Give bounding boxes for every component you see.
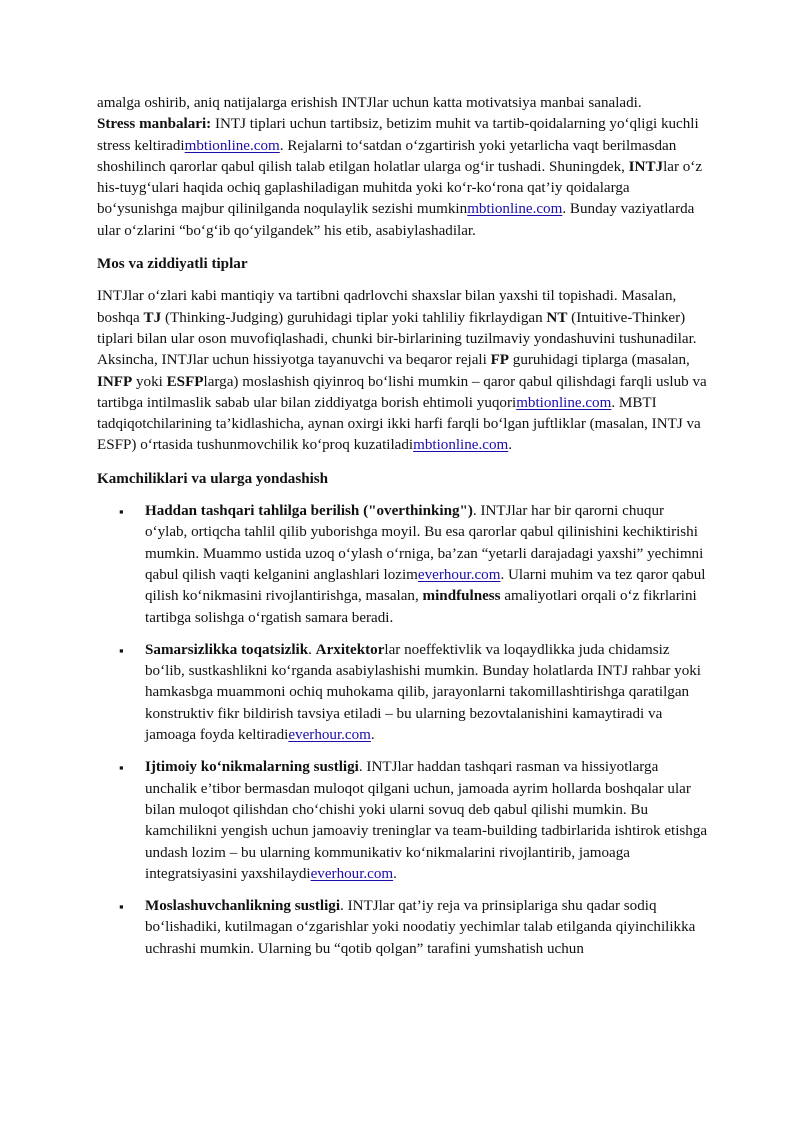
body-text: . [508, 437, 513, 454]
weaknesses-list [97, 501, 709, 960]
item-title: Samarsizlikka toqatsizlik [145, 641, 309, 658]
bullet-icon: ▪ [119, 642, 124, 658]
body-text: lar noeffektivlik va loqaydlikka juda chidamsiz bo‘lib, sustkashlikni ko‘rganda asabiylashishi mumkin. Bunday holatlarda INTJ rahbar yoki hamkasbga muammoni ochiq muhokama qilib, jarayonlarni takomillashtirishga qaratilgan konstruktiv fikr bildirish tavsiya etiladi – bu ularning bezovtalanishini kamaytiradi va jamoaga foyda keltiradi [145, 641, 701, 744]
section-heading-compatible-types: Mos va ziddiyatli tiplar [97, 256, 248, 273]
bullet-icon: ▪ [119, 899, 124, 915]
source-link[interactable]: everhour.com [310, 865, 394, 882]
body-text: larga) moslashish qiyinroq bo‘lishi mumkin – qaror qabul qilishdagi farqli uslub va tartibga intilmaslik sabab ular bilan ziddiyatga borish ehtimoli yuqori [97, 373, 707, 411]
body-text: (Thinking-Judging) guruhidagi tiplar yoki tahliliy fikrlaydigan [161, 309, 547, 326]
body-text: . Bunday vaziyatlarda ular o‘zlarini “bo‘g‘ib qo‘yilgandek” his etib, asabiylashadilar. [97, 201, 695, 239]
compatible-types-paragraph [97, 286, 709, 456]
bullet-icon: ▪ [119, 504, 124, 520]
source-link[interactable]: mbtionline.com [516, 394, 612, 411]
bold-term: FP [490, 352, 510, 369]
list-item [97, 757, 709, 885]
body-text: amaliyotlari orqali o‘z fikrlarini tartibga solishga o‘rgatish samara beradi. [145, 588, 697, 626]
item-title: Ijtimoiy ko‘nikmalarning sustligi [145, 759, 359, 776]
stress-label: Stress manbalari: [97, 116, 212, 133]
section-heading-weaknesses: Kamchiliklari va ularga yondashish [97, 470, 329, 487]
bold-term: INFP [97, 373, 133, 390]
body-text: . INTJlar qat’iy reja va prinsiplariga shu qadar sodiq bo‘lishadiki, kutilmagan o‘zgarishlar yoki noodatiy yechimlar talab etilganda qiyinchilikka uchrashi mumkin. Ularning bu “qotib qolgan” tarafini yumshatish uchun [145, 898, 696, 957]
stress-paragraph [97, 93, 709, 242]
bold-term: ESFP [166, 373, 204, 390]
body-text: . [370, 727, 375, 744]
body-text: . [308, 641, 316, 658]
bold-term: NT [546, 309, 568, 326]
bold-term: TJ [143, 309, 162, 326]
source-link[interactable]: everhour.com [288, 727, 371, 744]
body-text: guruhidagi tiplarga (masalan, [509, 352, 690, 369]
list-item [97, 640, 709, 746]
bold-term: Arxitektor [315, 641, 385, 658]
source-link[interactable]: mbtionline.com [184, 137, 280, 154]
body-text: . INTJlar haddan tashqari rasman va hissiyotlarga unchalik e’tibor bermasdan muloqot qilgani uchun, jamoada ayrim hollarda boshqalar ular bilan muloqot qilishdan cho‘chishi yoki ularni sovuq deb qabul qilishi mumkin. Bu kamchilikni yengish uchun jamoaviy treninglar va team-building tadbirlarida ishtirok etishga undash lozim – bu ularning kommunikativ ko‘nikmalarini rivojlantirib, jamoaga integratsiyasini yaxshilaydi [145, 759, 708, 882]
body-text: . MBTI tadqiqotchilarining ta’kidlashicha, aynan oxirgi ikki harfi farqli bo‘lgan juftliklar (masalan, INTJ va ESFP) o‘rtasida tushunmovchilik ko‘proq kuzatiladi [97, 394, 701, 454]
bold-term: INTJ [628, 158, 664, 175]
body-text: . Ularni muhim va tez qaror qabul qilish ko‘nikmasini rivojlantirishga, masalan, [145, 566, 706, 605]
document-page [97, 93, 709, 971]
body-text: . INTJlar har bir qarorni chuqur o‘ylab, ortiqcha tahlil qilib yuborishga moyil. Bu esa qarorlar qabul qilinishini kechiktirishi mumkin. Muammo ustida uzoq o‘ylash o‘rniga, ba’zan “yetarli darajadagi yaxshi” yechimni qabul qilish vaqti kelganini anglashlari lozim [145, 503, 704, 583]
list-item [97, 896, 709, 960]
item-title: Haddan tashqari tahlilga berilish ("overthinking") [145, 503, 473, 520]
bullet-icon: ▪ [119, 760, 124, 776]
item-title: Moslashuvchanlikning sustligi [145, 898, 341, 915]
intro-text: amalga oshirib, aniq natijalarga erishish INTJlar uchun katta motivatsiya manbai sanaladi. [97, 95, 642, 111]
body-text: . Rejalarni to‘satdan o‘zgartirish yoki yetarlicha vaqt berilmasdan shoshilinch qarorlar qabul qilish talab etilgan holatlar ularga og‘ir tushadi. Shuningdek, [97, 137, 677, 175]
source-link[interactable]: mbtionline.com [413, 437, 509, 454]
body-text: (Intuitive-Thinker) tiplari bilan ular oson muvofiqlashadi, chunki bir-birlarining tuzilmaviy yondashuvini tushunadilar. Aksincha, INTJlar uchun hissiyotga tayanuvchi va beqaror rejali [97, 309, 697, 369]
body-text: yoki [132, 373, 167, 390]
body-text: . [393, 865, 397, 882]
body-text: INTJlar o‘zlari kabi mantiqiy va tartibni qadrlovchi shaxslar bilan yaxshi til topishadi. Masalan, boshqa [97, 288, 677, 326]
body-text: lar o‘z his-tuyg‘ulari haqida ochiq gaplashiladigan muhitda yoki ko‘r-ko‘rona qat’iy qoidalarga bo‘ysunishga majbur qilinilganda noqulaylik sezishi mumkin [97, 158, 703, 218]
body-text: INTJ tiplari uchun tartibsiz, betizim muhit va tartib-qoidalarning yo‘qligi kuchli stress keltiradi [97, 116, 699, 154]
list-item [97, 501, 709, 629]
source-link[interactable]: mbtionline.com [467, 201, 563, 218]
source-link[interactable]: everhour.com [417, 566, 501, 583]
bold-term: mindfulness [422, 588, 501, 605]
